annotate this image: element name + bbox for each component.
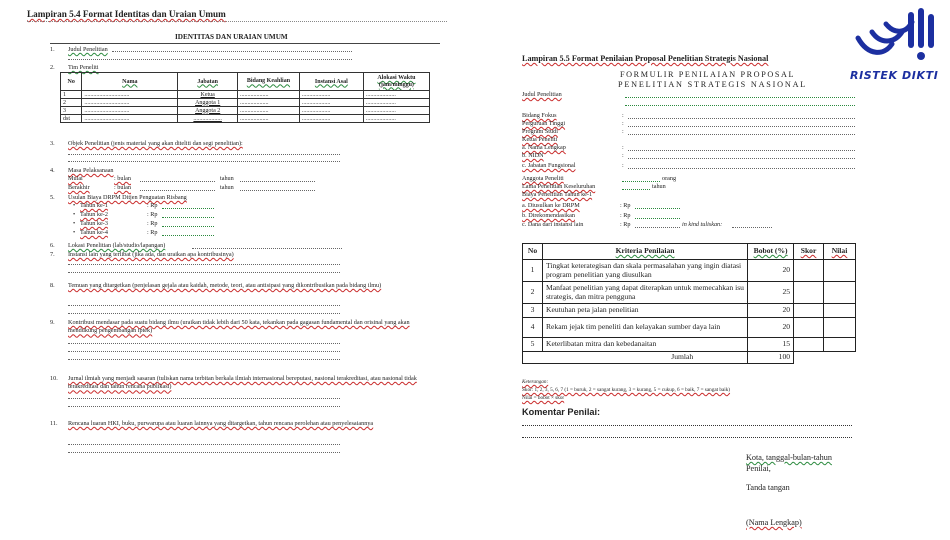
item-7-line-2[interactable] bbox=[68, 272, 340, 273]
field-judul-line-2[interactable] bbox=[625, 105, 855, 106]
criteria-table-header bbox=[523, 244, 856, 260]
team-col-header: Bidang Keahlian bbox=[238, 73, 300, 91]
colon-separator: : bbox=[622, 162, 624, 169]
field-perguruan-tinggi: Perguruan Tinggi bbox=[522, 120, 566, 127]
team-cell[interactable]: .............................. bbox=[82, 107, 178, 115]
item-7-label: Instansi lain yang terlibat (jika ada, dan uraikan apa kontribusinya) bbox=[68, 251, 234, 258]
team-cell: ................... bbox=[178, 115, 238, 123]
criteria-nilai-input[interactable] bbox=[824, 338, 856, 352]
table-row bbox=[523, 318, 856, 338]
criteria-no: 5 bbox=[523, 338, 543, 352]
biaya-amount-line[interactable] bbox=[162, 217, 214, 218]
logo-text: RISTEK DIKTI bbox=[850, 69, 939, 82]
masa-berakhir-label: Berakhir bbox=[68, 184, 90, 191]
item-10-line-2[interactable] bbox=[68, 406, 340, 407]
biaya-year-label: • Tahun ke-4 bbox=[80, 230, 108, 236]
table-row bbox=[61, 99, 430, 107]
criteria-bobot: 20 bbox=[748, 318, 794, 338]
criteria-col-header: No bbox=[523, 244, 543, 260]
biaya-amount-line[interactable] bbox=[162, 226, 214, 227]
team-cell: Anggota 1 bbox=[178, 99, 238, 107]
field-nidn: b. NIDN bbox=[522, 152, 544, 159]
team-cell[interactable]: ................... bbox=[299, 115, 363, 123]
biaya-rp-label: : Rp bbox=[147, 229, 158, 236]
criteria-nilai-input[interactable] bbox=[824, 318, 856, 338]
item-11-label: Rencana luaran HKI, buku, purwarupa atau luaran lainnya yang ditargetkan, tahun rencana perolehan atau penyelesaiannya bbox=[68, 420, 374, 427]
item-3-line-2[interactable] bbox=[68, 161, 340, 162]
team-cell[interactable]: ................... bbox=[299, 107, 363, 115]
nidn-line[interactable] bbox=[628, 158, 855, 159]
item-6-line[interactable] bbox=[192, 248, 342, 249]
field-dana-lain-rp: : Rp bbox=[620, 221, 631, 228]
criteria-nilai-input[interactable] bbox=[824, 260, 856, 282]
team-cell[interactable]: ................... bbox=[299, 91, 363, 99]
team-cell[interactable]: ................... bbox=[238, 91, 300, 99]
item-8-line-2[interactable] bbox=[68, 313, 340, 314]
criteria-no: 1 bbox=[523, 260, 543, 282]
table-row bbox=[523, 304, 856, 318]
masa-berakhir-tahun[interactable] bbox=[240, 190, 315, 191]
team-cell[interactable]: .................... bbox=[363, 115, 429, 123]
colon-separator: : bbox=[622, 144, 624, 151]
item-number: 6. bbox=[50, 242, 55, 249]
heading-rule bbox=[27, 21, 447, 22]
colon-separator: : bbox=[622, 120, 624, 127]
item-3-label: Objek Penelitian (jenis material yang akan diteliti dan segi penelitian): bbox=[68, 140, 243, 147]
team-cell: Anggota 2 bbox=[178, 107, 238, 115]
criteria-bobot: 20 bbox=[748, 304, 794, 318]
field-judul: Judul Penelitian bbox=[522, 91, 562, 98]
team-cell[interactable]: ................... bbox=[238, 107, 300, 115]
team-cell: 1 bbox=[61, 91, 82, 99]
biaya-year-label: • Tahun ke-2 bbox=[80, 212, 108, 218]
komentar-line-2[interactable] bbox=[522, 437, 852, 438]
colon-separator: : bbox=[622, 152, 624, 159]
field-nama-lengkap: a. Nama Lengkap bbox=[522, 144, 566, 151]
biaya-rp-label: : Rp bbox=[147, 220, 158, 227]
item-number: 10. bbox=[50, 375, 58, 382]
masa-mulai-tahun[interactable] bbox=[240, 181, 315, 182]
table-row bbox=[523, 338, 856, 352]
field-bidang-fokus: Bidang Fokus bbox=[522, 112, 557, 119]
criteria-text: Tingkat keterategisan dan skala permasalahan yang ingin diatasi program penelitian yang diusulkan bbox=[542, 260, 747, 282]
item-3-line[interactable] bbox=[68, 154, 340, 155]
item-number: 1. bbox=[50, 46, 55, 53]
table-row bbox=[523, 260, 856, 282]
anggota-line[interactable] bbox=[622, 181, 660, 182]
keterangan-label: Keterangan: bbox=[522, 379, 549, 385]
signature-name: (Nama Lengkap) bbox=[746, 518, 802, 527]
criteria-nilai-input[interactable] bbox=[824, 282, 856, 304]
criteria-col-header: Kriteria Penilaian bbox=[542, 244, 747, 260]
biaya-rp-label: : Rp bbox=[147, 211, 158, 218]
item-number: 11. bbox=[50, 420, 58, 427]
criteria-text: Manfaat penelitian yang dapat diterapkan untuk memecahkan isu strategis, dan mitra pengguna bbox=[542, 282, 747, 304]
item-number: 4. bbox=[50, 167, 55, 174]
team-col-header: Instansi Asal bbox=[299, 73, 363, 91]
field-anggota-peneliti: Anggota Peneliti bbox=[522, 175, 564, 182]
right-document bbox=[470, 0, 950, 540]
criteria-col-header: Skor bbox=[794, 244, 824, 260]
field-dana-lain: c. Dana dari instansi lain bbox=[522, 221, 584, 228]
logo-mark-icon bbox=[850, 4, 940, 68]
masa-mulai-label: Mulai bbox=[68, 175, 83, 182]
item-11-line[interactable] bbox=[68, 444, 340, 445]
keterangan-skor: Skor: 1, 2, 3, 5, 6, 7 (1 = buruk, 2 = sangat kurang, 3 = kurang, 5 = cukup, 6 = baik, 7 = sangat baik) bbox=[522, 387, 731, 393]
left-form-title: IDENTITAS DAN URAIAN UMUM bbox=[175, 33, 288, 41]
item-10-label: Jurnal ilmiah yang menjadi sasaran (tuliskan nama terbitan berkala ilmiah internasional bereputasi, nasional terakreditasi, atau nasional tidak terakreditasi dan tahun rencana publikasi) bbox=[68, 375, 417, 391]
criteria-skor-input[interactable] bbox=[794, 282, 824, 304]
team-cell[interactable]: .................... bbox=[363, 91, 429, 99]
item-9-line[interactable] bbox=[68, 343, 340, 344]
biaya-amount-line[interactable] bbox=[162, 208, 214, 209]
komentar-label: Komentar Penilai: bbox=[522, 407, 601, 417]
field-judul-line[interactable] bbox=[625, 97, 855, 98]
criteria-skor-input[interactable] bbox=[794, 338, 824, 352]
item-number: 7. bbox=[50, 251, 55, 258]
team-cell[interactable]: ................... bbox=[238, 99, 300, 107]
team-col-header: No bbox=[61, 73, 82, 91]
right-heading: Lampiran 5.5 Format Penilaian Proposal Penelitian Strategis Nasional bbox=[522, 54, 769, 63]
criteria-total-row bbox=[523, 352, 856, 364]
right-form-title-2: PENELITIAN STRATEGIS NASIONAL bbox=[618, 80, 808, 89]
criteria-no: 3 bbox=[523, 304, 543, 318]
signature-place-date: Kota, tanggal-bulan-tahun bbox=[746, 453, 832, 462]
field-jabatan-fungsional: c. Jabatan Fungsional bbox=[522, 162, 576, 169]
biaya-year-label: • Tahun ke-3 bbox=[80, 221, 108, 227]
field-ketua-peneliti: Ketua Peneliti bbox=[522, 136, 558, 143]
item-11-line-2[interactable] bbox=[68, 452, 340, 453]
total-label: Jumlah bbox=[523, 352, 748, 364]
signature-ttd: Tanda tangan bbox=[746, 483, 790, 492]
item-4-label: Masa Pelaksanaan bbox=[68, 167, 114, 174]
table-row bbox=[523, 282, 856, 304]
field-diusulkan: a. Diusulkan ke DRPM bbox=[522, 202, 580, 209]
item-number: 8. bbox=[50, 282, 55, 289]
masa-berakhir-bulan[interactable] bbox=[140, 190, 215, 191]
field-direkomendasikan-rp: : Rp bbox=[620, 212, 631, 219]
field-biaya-tahun1: Biaya Penelitian Tahun ke-1 bbox=[522, 191, 593, 198]
signature-role: Penilai, bbox=[746, 464, 771, 473]
item-9-line-3[interactable] bbox=[68, 359, 340, 360]
table-row bbox=[61, 115, 430, 123]
item-8-line[interactable] bbox=[68, 305, 340, 306]
item-number: 9. bbox=[50, 319, 55, 326]
keterangan-nilai: Nilai = bobot × skor bbox=[522, 395, 565, 401]
empty-cell bbox=[824, 352, 856, 364]
team-cell: 2 bbox=[61, 99, 82, 107]
lama-penelitian-line[interactable] bbox=[622, 189, 650, 190]
item-1-label: Judul Penelitian bbox=[68, 46, 108, 53]
criteria-col-header: Bobot (%) bbox=[748, 244, 794, 260]
criteria-text: Keutuhan peta jalan penelitian bbox=[542, 304, 747, 318]
team-col-header: Nama bbox=[82, 73, 178, 91]
criteria-col-header: Nilai bbox=[824, 244, 856, 260]
criteria-bobot: 25 bbox=[748, 282, 794, 304]
item-8-label: Temuan yang ditargetkan (penjelasan gejala atau kaidah, metode, teori, atau antisipasi yang dikontribusikan pada bidang ilmu) bbox=[68, 282, 382, 289]
item-number: 5. bbox=[50, 194, 55, 201]
masa-bulan-label: : bulan bbox=[114, 184, 132, 191]
team-col-header: Alokasi Waktu (jam/minggu) bbox=[363, 73, 429, 91]
biaya-amount-line[interactable] bbox=[162, 235, 214, 236]
masa-bulan-label: : bulan bbox=[114, 175, 132, 182]
right-form-title-1: FORMULIR PENILAIAN PROPOSAL bbox=[620, 70, 796, 79]
team-cell[interactable]: .................... bbox=[363, 107, 429, 115]
team-cell[interactable]: ................... bbox=[299, 99, 363, 107]
jabatan-fungsional-line[interactable] bbox=[628, 168, 855, 169]
item-7-line[interactable] bbox=[68, 264, 340, 265]
left-heading: Lampiran 5.4 Format Identitas dan Uraian Umum bbox=[27, 9, 226, 19]
criteria-no: 4 bbox=[523, 318, 543, 338]
left-document bbox=[0, 0, 470, 540]
empty-cell bbox=[794, 352, 824, 364]
field-inkind: in kind tuliskan: bbox=[682, 221, 723, 228]
inkind-line[interactable] bbox=[732, 227, 772, 228]
team-cell[interactable]: ................... bbox=[238, 115, 300, 123]
item-1-line-2[interactable] bbox=[68, 59, 352, 60]
field-diusulkan-rp: : Rp bbox=[620, 202, 631, 209]
team-table-header bbox=[61, 73, 430, 91]
field-program-studi: Program Studi bbox=[522, 128, 558, 135]
perguruan-tinggi-line[interactable] bbox=[628, 126, 855, 127]
criteria-table bbox=[522, 243, 856, 364]
item-2-label: Tim Peneliti bbox=[68, 64, 99, 71]
team-cell[interactable]: .............................. bbox=[82, 115, 178, 123]
masa-tahun-label: tahun bbox=[220, 175, 234, 182]
item-9-line-2[interactable] bbox=[68, 351, 340, 352]
table-row bbox=[61, 107, 430, 115]
criteria-skor-input[interactable] bbox=[794, 260, 824, 282]
masa-tahun-label: tahun bbox=[220, 184, 234, 191]
team-table bbox=[60, 72, 430, 123]
field-lama-unit: tahun bbox=[652, 183, 666, 190]
form-title-rule bbox=[50, 43, 440, 44]
bidang-fokus-line[interactable] bbox=[628, 118, 855, 119]
diusulkan-line[interactable] bbox=[635, 208, 680, 209]
item-number: 2. bbox=[50, 64, 55, 71]
criteria-bobot: 15 bbox=[748, 338, 794, 352]
item-number: 3. bbox=[50, 140, 55, 147]
item-9-label: Kontribusi mendasar pada suatu bidang ilmu (uraikan tidak lebih dari 50 kata, tekankan pada gagasan fundamental dan orisinal yang akan mendukung pengembangan iptek) bbox=[68, 319, 410, 335]
ristek-dikti-logo bbox=[850, 4, 940, 82]
team-cell: dst bbox=[61, 115, 82, 123]
direkomendasikan-line[interactable] bbox=[635, 218, 680, 219]
biaya-year-label: • Tahun ke-1 bbox=[80, 203, 108, 209]
colon-separator: : bbox=[622, 112, 624, 119]
biaya-rp-label: : Rp bbox=[147, 202, 158, 209]
field-anggota-unit: orang bbox=[662, 175, 677, 182]
item-6-label: Lokasi Penelitian (lab/studio/lapangan) bbox=[68, 242, 166, 249]
item-5-label: Usulan Biaya DRPM Ditjen Penguatan Risbang bbox=[68, 194, 187, 201]
team-cell[interactable]: .............................. bbox=[82, 91, 178, 99]
criteria-skor-input[interactable] bbox=[794, 304, 824, 318]
field-lama-penelitian: Lama Penelitian Keseluruhan bbox=[522, 183, 596, 190]
colon-separator: : bbox=[622, 128, 624, 135]
team-cell: Ketua bbox=[178, 91, 238, 99]
criteria-no: 2 bbox=[523, 282, 543, 304]
team-cell: 3 bbox=[61, 107, 82, 115]
team-cell[interactable]: .............................. bbox=[82, 99, 178, 107]
item-10-line[interactable] bbox=[68, 398, 340, 399]
program-studi-line[interactable] bbox=[628, 134, 855, 135]
field-direkomendasikan: b. Direkomendasikan bbox=[522, 212, 575, 219]
team-col-header: Jabatan bbox=[178, 73, 238, 91]
nama-lengkap-line[interactable] bbox=[628, 150, 855, 151]
criteria-text: Keterlibatan mitra dan kebedanaitan bbox=[542, 338, 747, 352]
criteria-nilai-input[interactable] bbox=[824, 304, 856, 318]
criteria-skor-input[interactable] bbox=[794, 318, 824, 338]
dana-lain-line[interactable] bbox=[635, 227, 680, 228]
total-value: 100 bbox=[748, 352, 794, 364]
criteria-text: Rekam jejak tim peneliti dan kelayakan sumber daya lain bbox=[542, 318, 747, 338]
item-1-line[interactable] bbox=[112, 51, 352, 52]
table-row bbox=[61, 91, 430, 99]
komentar-line-1[interactable] bbox=[522, 425, 852, 426]
masa-mulai-bulan[interactable] bbox=[140, 181, 215, 182]
criteria-bobot: 20 bbox=[748, 260, 794, 282]
team-cell[interactable]: .................... bbox=[363, 99, 429, 107]
